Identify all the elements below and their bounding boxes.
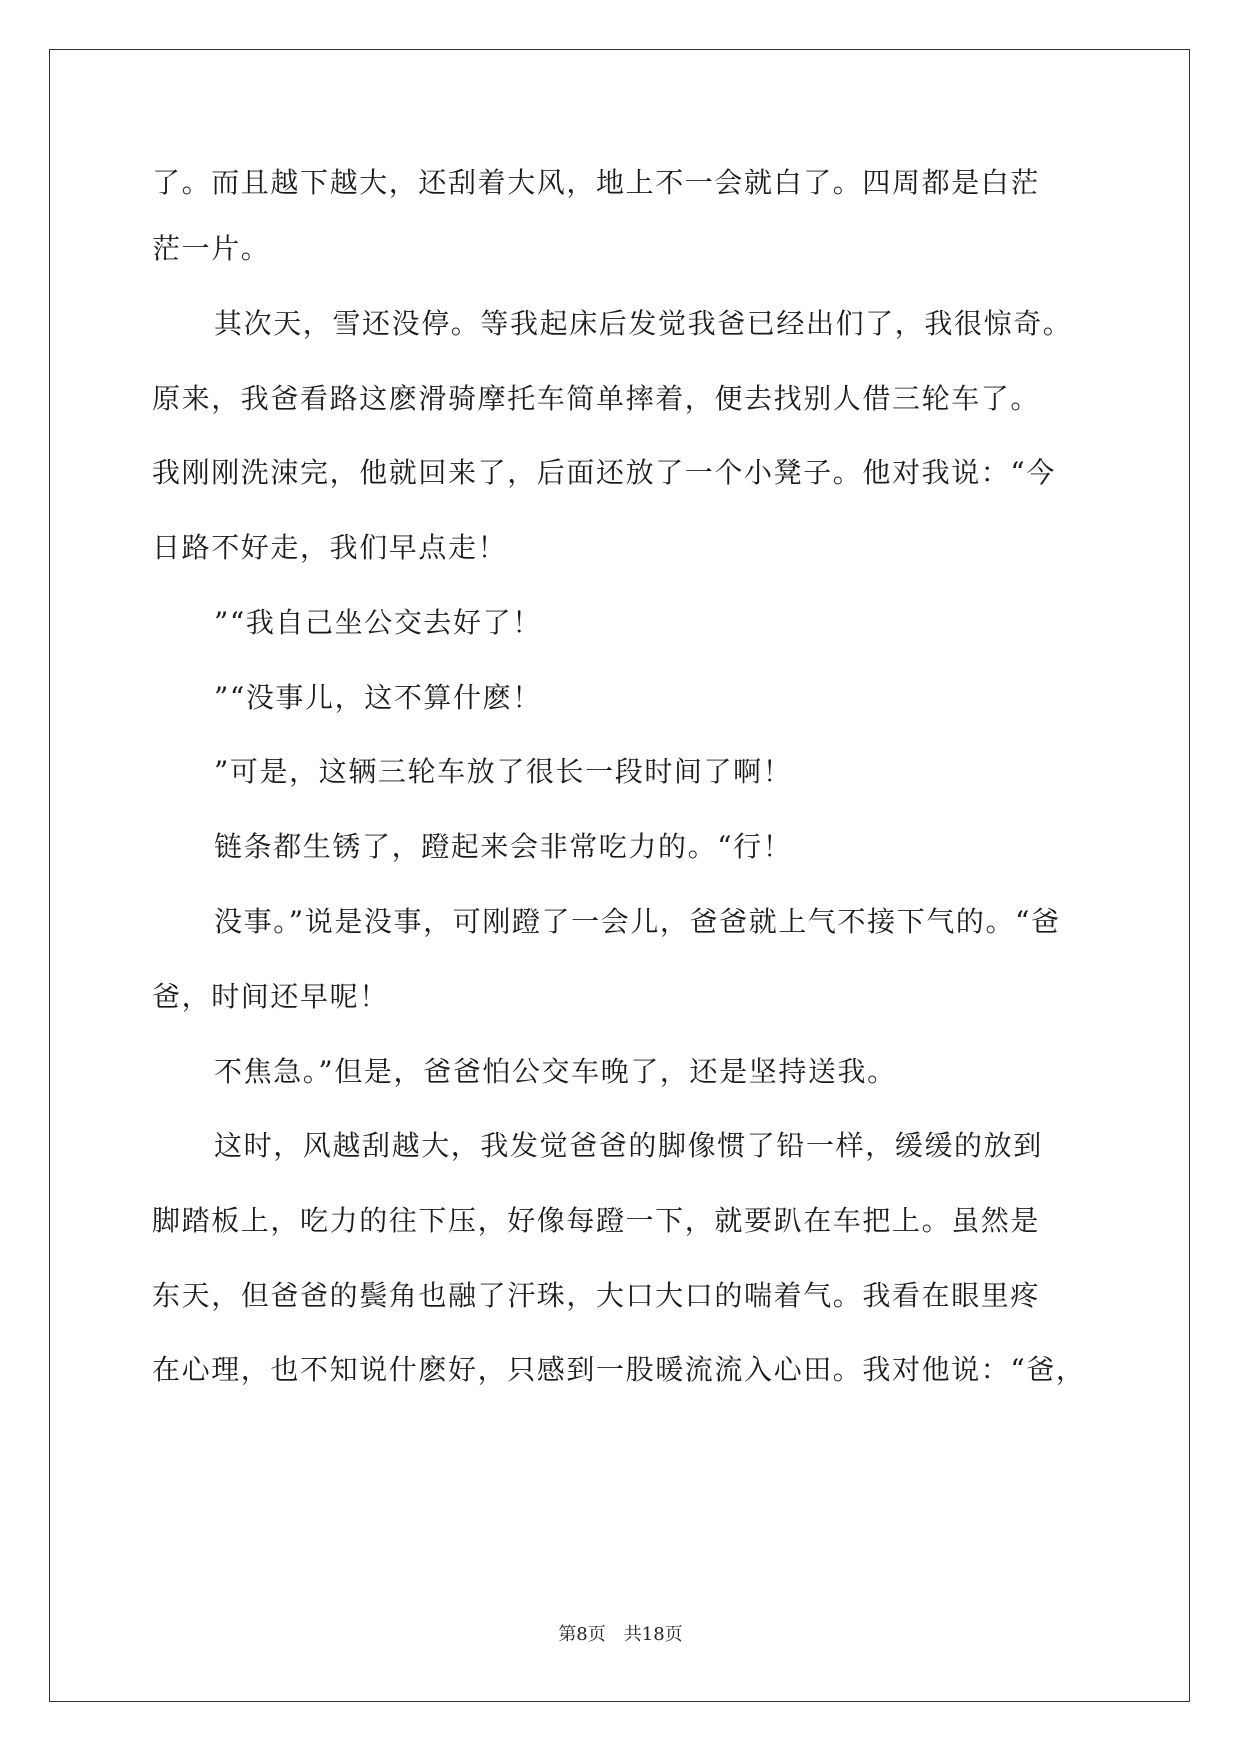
text-line: 脚踏板上，吃力的往下压，好像每蹬一下，就要趴在车把上。虽然是	[152, 1204, 1041, 1237]
page-number-footer: 第8页 共18页	[558, 1624, 683, 1645]
text-line: 在心理，也不知说什麽好，只感到一股暖流流入心田。我对他说：“爸，	[152, 1353, 1086, 1386]
paragraph-first-line: 链条都生锈了，蹬起来会非常吃力的。“行！	[214, 830, 793, 863]
paragraph-first-line: 不焦急。”但是，爸爸怕公交车晚了，还是坚持送我。	[214, 1055, 897, 1088]
text-line: 日路不好走，我们早点走！	[152, 531, 508, 564]
page-border	[49, 49, 1190, 1702]
text-line: 原来，我爸看路这麽滑骑摩托车简单摔着，便去找别人借三轮车了。	[152, 382, 1041, 415]
paragraph-first-line: ”可是，这辆三轮车放了很长一段时间了啊！	[214, 755, 793, 788]
paragraph-first-line: ”“我自己坐公交去好了！	[214, 606, 542, 639]
paragraph-first-line: ”“没事儿，这不算什麽！	[214, 681, 542, 714]
text-line: 了。而且越下越大，还刮着大风，地上不一会就白了。四周都是白茫	[152, 166, 1041, 199]
text-line: 茫一片。	[152, 232, 271, 265]
paragraph-first-line: 其次天，雪还没停。等我起床后发觉我爸已经出们了，我很惊奇。	[214, 307, 1073, 340]
text-line: 东天，但爸爸的鬓角也融了汗珠，大口大口的喘着气。我看在眼里疼	[152, 1279, 1041, 1312]
text-line: 我刚刚洗涑完，他就回来了，后面还放了一个小凳子。他对我说：“今	[152, 456, 1056, 489]
paragraph-first-line: 没事。”说是没事，可刚蹬了一会儿，爸爸就上气不接下气的。“爸	[214, 905, 1061, 938]
paragraph-first-line: 这时，风越刮越大，我发觉爸爸的脚像惯了铅一样，缓缓的放到	[214, 1129, 1043, 1162]
text-line: 爸，时间还早呢！	[152, 980, 389, 1013]
